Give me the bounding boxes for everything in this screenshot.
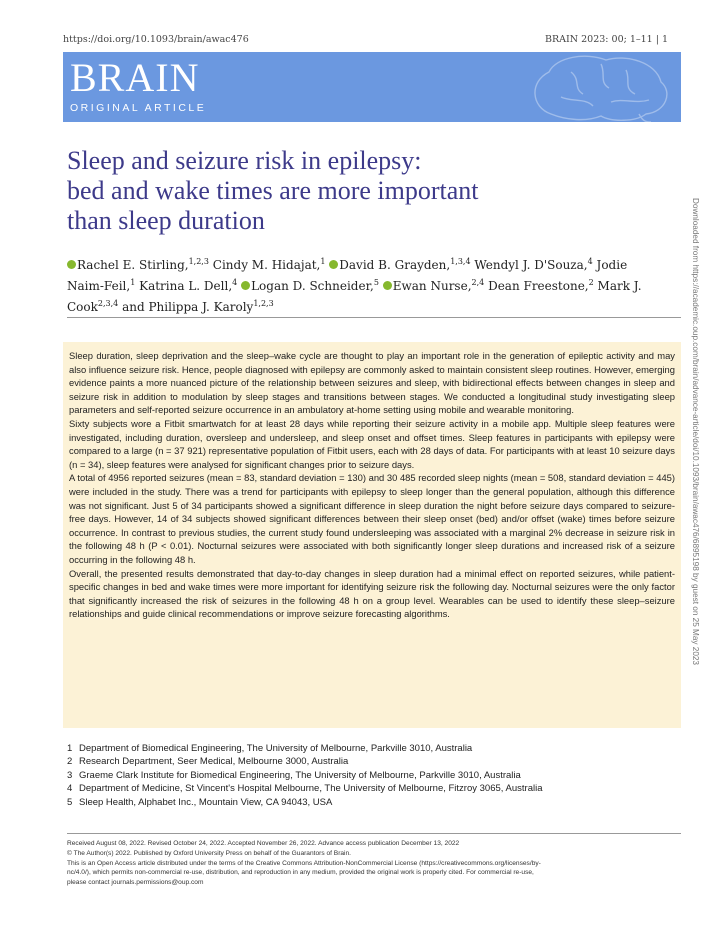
author-name: Jodie Naim-Feil, <box>67 258 628 293</box>
license-text: nc/4.0/), which permits non-commercial re-use, distribution, and reproduction in any medium, provided the original work is properly cited. For commercial re-use, <box>67 869 534 877</box>
author[interactable] <box>474 258 592 272</box>
author-name: and Philippa J. Karoly <box>122 300 254 314</box>
article-type: ORIGINAL ARTICLE <box>70 102 207 114</box>
affiliation-sup: 2,4 <box>471 278 485 287</box>
journal-banner <box>63 52 681 122</box>
history-dates: Received August 08, 2022. Revised October 24, 2022. Accepted November 26, 2022. Advance access publication December 13, 2022 <box>67 840 460 847</box>
author-name: Ewan Nurse, <box>392 279 472 293</box>
author[interactable] <box>122 300 274 314</box>
affiliation-sup: 2 <box>588 278 594 287</box>
abstract-conclusion: Overall, the presented results demonstrated that day-to-day changes in sleep duration had a minimal effect on reported seizures, while patient-specific changes in bed and wake times were more important for identifying seizure risk the following day. Nocturnal seizures were the only factor that significantly increased the risk of seizures in the following 48 h on a group level. Wearables can be used to identify these sleep–seizure relationships and guide clinical recommendations or improve seizure forecasting algorithms. <box>69 567 675 620</box>
title-line-1: Sleep and seizure risk in epilepsy: <box>67 146 422 175</box>
author-name: Rachel E. Stirling, <box>77 258 189 272</box>
orcid-icon[interactable] <box>329 260 338 269</box>
article-footer <box>67 839 681 888</box>
affiliation-sup: 2,3,4 <box>97 299 119 308</box>
affiliation-sup: 1 <box>130 278 136 287</box>
affiliation-sup: 1,2,3 <box>188 257 209 266</box>
download-notice: Downloaded from https://academic.oup.com/brain/advance-article/doi/10.1093/brain/awac476/6895198 by guest on 25 May 2023 <box>691 198 700 665</box>
abstract-box <box>63 342 681 728</box>
copyright: © The Author(s) 2022. Published by Oxford University Press on behalf of the Guarantors of Brain. <box>67 849 352 857</box>
brain-illustration-icon <box>511 52 681 122</box>
title-line-3: than sleep duration <box>67 206 265 235</box>
author[interactable] <box>213 258 326 272</box>
affiliation-sup: 1 <box>320 257 326 266</box>
running-head: BRAIN 2023: 00; 1–11 | 1 <box>545 34 668 45</box>
license-text: This is an Open Access article distributed under the terms of the Creative Commons Attribution-NonCommercial License (https://creativecommons.org/licenses/by- <box>67 859 541 867</box>
author-name: Katrina L. Dell, <box>139 279 233 293</box>
author[interactable] <box>241 279 379 293</box>
abstract-background: Sleep duration, sleep deprivation and the sleep–wake cycle are thought to play an important role in the generation of epileptic activity and may also influence seizure risk. Hence, people diagnosed with epilepsy are commonly asked to maintain consistent sleep routines. However, emerging evidence paints a more nuanced picture of the relationship between seizures and sleep, with bidirectional effects between changes in sleep and seizure risk in addition to modulation by sleep stages and transitions between stages. We conducted a longitudinal study investigating sleep parameters and self-reported seizure occurrence in an ambulatory at-home setting using mobile and wearable monitoring. <box>69 350 675 416</box>
license-text: please contact journals.permissions@oup.com <box>67 879 204 887</box>
affiliation-item: 2 Research Department, Seer Medical, Melbourne 3000, Australia <box>67 756 349 768</box>
affiliation-item: 5 Sleep Health, Alphabet Inc., Mountain View, CA 94043, USA <box>67 796 333 808</box>
affiliation-sup: 1,3,4 <box>450 257 471 266</box>
orcid-icon[interactable] <box>383 281 392 290</box>
author[interactable] <box>329 258 470 272</box>
author[interactable] <box>139 279 237 293</box>
doi-link[interactable]: https://doi.org/10.1093/brain/awac476 <box>63 34 249 45</box>
affiliation-item: 1 Department of Biomedical Engineering, The University of Melbourne, Parkville 3010, Australia <box>67 743 473 754</box>
author-name: Logan D. Schneider, <box>251 279 374 293</box>
author-list <box>67 253 667 316</box>
author-name: Mark J. Cook <box>67 279 642 314</box>
author[interactable] <box>383 279 485 293</box>
orcid-icon[interactable] <box>241 281 250 290</box>
affiliation-sup: 4 <box>232 278 238 287</box>
author-name: Wendyl J. D'Souza, <box>474 258 588 272</box>
author-name: Cindy M. Hidajat, <box>212 258 321 272</box>
affiliation-sup: 1,2,3 <box>253 299 274 308</box>
journal-logo: BRAIN <box>70 55 200 100</box>
affiliation-item: 3 Graeme Clark Institute for Biomedical Engineering, The University of Melbourne, Parkville 3010, Australia <box>67 769 521 781</box>
abstract-results: A total of 4956 reported seizures (mean = 83, standard deviation = 130) and 30 485 recorded sleep nights (mean = 508, standard deviation = 445) were included in the study. There was a trend for participants with epilepsy to sleep longer than the general population, although this difference was not significant. Just 5 of 34 participants showed a significant difference in sleep duration the night before seizure days compared to seizure-free days. However, 14 of 34 subjects showed significant differences between their sleep onset (bed) and/or offset (wake) times before seizure occurrence. In contrast to previous studies, the current study found undersleeping was associated with a marginal 2% decrease in seizure risk in the following 48 h (P < 0.01). Nocturnal seizures were associated with both significantly longer sleep durations and increased risk of a seizure occurring in the following 48 h. <box>69 472 675 565</box>
affiliation-list <box>67 742 543 809</box>
author-name: David B. Grayden, <box>339 258 451 272</box>
abstract-methods: Sixty subjects wore a Fitbit smartwatch for at least 28 days while reporting their seizure activity in a mobile app. Multiple sleep features were investigated, including duration, oversleep and undersleep, and sleep onset and offset times. Sleep features in participants with epilepsy were compared to a large (n = 37 921) representative population of Fitbit users, each with 28 days of data. For participants with at least 10 seizure days (n = 34), sleep features were analysed for significant changes prior to seizure days. <box>69 417 675 470</box>
affiliation-sup: 5 <box>373 278 379 287</box>
affiliation-sup: 4 <box>587 257 593 266</box>
orcid-icon[interactable] <box>67 260 76 269</box>
article-title <box>67 146 627 236</box>
author-name: Dean Freestone, <box>488 279 589 293</box>
title-line-2: bed and wake times are more important <box>67 176 479 205</box>
affiliation-item: 4 Department of Medicine, St Vincent's Hospital Melbourne, The University of Melbourne, Fitzroy 3065, Australia <box>67 783 543 795</box>
author[interactable] <box>488 279 594 293</box>
author[interactable] <box>67 258 209 272</box>
divider <box>67 317 681 318</box>
footer-divider <box>67 833 681 834</box>
